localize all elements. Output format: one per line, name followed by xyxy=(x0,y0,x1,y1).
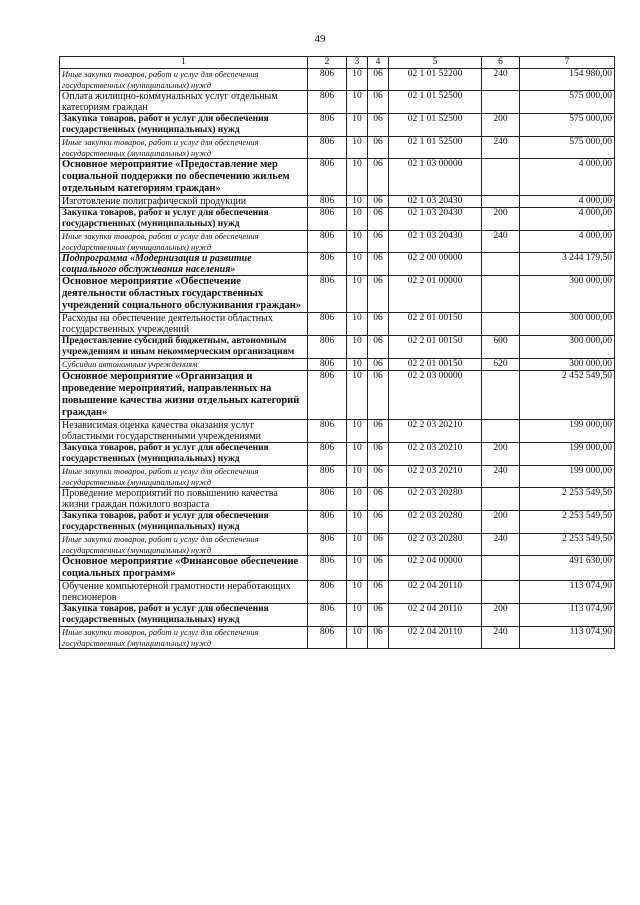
item-name-cell: Основное мероприятие «Финансовое обеспечение социальных программ» xyxy=(60,556,308,581)
expense-type-code-cell: 200 xyxy=(482,604,520,627)
ministry-code-cell: 806 xyxy=(308,604,347,627)
target-article-code-cell: 02 2 04 20110 xyxy=(389,604,482,627)
item-name-cell: Предоставление субсидий бюджетным, автономным учреждениям и иным некоммерческим организациям xyxy=(60,336,308,359)
amount-cell: 300 000,00 xyxy=(520,336,615,359)
target-article-code-cell: 02 2 03 20280 xyxy=(389,488,482,511)
section-code-cell: 10 xyxy=(347,359,368,371)
amount-cell: 575 000,00 xyxy=(520,114,615,137)
amount-cell: 575 000,00 xyxy=(520,91,615,114)
target-article-code-cell: 02 2 00 00000 xyxy=(389,253,482,276)
ministry-code-cell: 806 xyxy=(308,443,347,466)
item-name-cell: Иные закупки товаров, работ и услуг для обеспечения государственных (муниципальных) нужд xyxy=(60,69,308,91)
amount-cell: 575 000,00 xyxy=(520,137,615,159)
subsection-code-cell: 06 xyxy=(368,581,389,604)
expense-type-code-cell xyxy=(482,420,520,443)
expense-type-code-cell xyxy=(482,276,520,313)
column-header: 3 xyxy=(347,57,368,69)
section-code-cell: 10 xyxy=(347,69,368,91)
table-row xyxy=(60,556,615,581)
budget-table xyxy=(59,56,615,649)
amount-cell: 4 000,00 xyxy=(520,159,615,196)
column-number-row xyxy=(60,57,615,69)
item-name-cell: Основное мероприятие «Предоставление мер социальной поддержки по обеспечению жильем отдельным категориям граждан» xyxy=(60,159,308,196)
target-article-code-cell: 02 2 03 20280 xyxy=(389,534,482,556)
subsection-code-cell: 06 xyxy=(368,208,389,231)
expense-type-code-cell xyxy=(482,581,520,604)
ministry-code-cell: 806 xyxy=(308,488,347,511)
item-name-cell: Закупка товаров, работ и услуг для обеспечения государственных (муниципальных) нужд xyxy=(60,511,308,534)
item-name-cell: Обучение компьютерной грамотности неработающих пенсионеров xyxy=(60,581,308,604)
target-article-code-cell: 02 1 01 52500 xyxy=(389,114,482,137)
subsection-code-cell: 06 xyxy=(368,336,389,359)
item-name-cell: Иные закупки товаров, работ и услуг для обеспечения государственных (муниципальных) нужд xyxy=(60,534,308,556)
target-article-code-cell: 02 1 01 52500 xyxy=(389,91,482,114)
expense-type-code-cell xyxy=(482,253,520,276)
subsection-code-cell: 06 xyxy=(368,371,389,420)
section-code-cell: 10 xyxy=(347,91,368,114)
expense-type-code-cell: 240 xyxy=(482,137,520,159)
ministry-code-cell: 806 xyxy=(308,137,347,159)
column-header: 1 xyxy=(60,57,308,69)
table-row xyxy=(60,627,615,649)
amount-cell: 4 000,00 xyxy=(520,231,615,253)
expense-type-code-cell xyxy=(482,488,520,511)
expense-type-code-cell xyxy=(482,196,520,208)
expense-type-code-cell: 200 xyxy=(482,443,520,466)
target-article-code-cell: 02 2 03 20210 xyxy=(389,420,482,443)
item-name-cell: Проведение мероприятий по повышению качества жизни граждан пожилого возраста xyxy=(60,488,308,511)
target-article-code-cell: 02 2 01 00150 xyxy=(389,359,482,371)
target-article-code-cell: 02 1 03 20430 xyxy=(389,196,482,208)
table-row xyxy=(60,114,615,137)
amount-cell: 2 253 549,50 xyxy=(520,534,615,556)
amount-cell: 2 253 549,50 xyxy=(520,488,615,511)
expense-type-code-cell: 240 xyxy=(482,534,520,556)
table-row xyxy=(60,137,615,159)
expense-type-code-cell: 200 xyxy=(482,114,520,137)
table-row xyxy=(60,359,615,371)
section-code-cell: 10 xyxy=(347,231,368,253)
table-row xyxy=(60,208,615,231)
expense-type-code-cell: 240 xyxy=(482,231,520,253)
target-article-code-cell: 02 1 03 00000 xyxy=(389,159,482,196)
section-code-cell: 10 xyxy=(347,159,368,196)
expense-type-code-cell xyxy=(482,556,520,581)
target-article-code-cell: 02 2 04 20110 xyxy=(389,581,482,604)
subsection-code-cell: 06 xyxy=(368,466,389,488)
expense-type-code-cell: 240 xyxy=(482,627,520,649)
expense-type-code-cell xyxy=(482,159,520,196)
amount-cell: 154 980,00 xyxy=(520,69,615,91)
table-row xyxy=(60,443,615,466)
section-code-cell: 10 xyxy=(347,208,368,231)
item-name-cell: Закупка товаров, работ и услуг для обеспечения государственных (муниципальных) нужд xyxy=(60,443,308,466)
section-code-cell: 10 xyxy=(347,114,368,137)
expense-type-code-cell xyxy=(482,91,520,114)
item-name-cell: Независимая оценка качества оказания услуг областными государственными учреждениями xyxy=(60,420,308,443)
ministry-code-cell: 806 xyxy=(308,627,347,649)
subsection-code-cell: 06 xyxy=(368,137,389,159)
ministry-code-cell: 806 xyxy=(308,196,347,208)
table-row xyxy=(60,91,615,114)
section-code-cell: 10 xyxy=(347,276,368,313)
table-row xyxy=(60,420,615,443)
item-name-cell: Субсидии автономным учреждениям xyxy=(60,359,308,371)
subsection-code-cell: 06 xyxy=(368,69,389,91)
table-row xyxy=(60,196,615,208)
item-name-cell: Закупка товаров, работ и услуг для обеспечения государственных (муниципальных) нужд xyxy=(60,208,308,231)
column-header: 6 xyxy=(482,57,520,69)
ministry-code-cell: 806 xyxy=(308,511,347,534)
table-row xyxy=(60,276,615,313)
amount-cell: 491 630,00 xyxy=(520,556,615,581)
section-code-cell: 10 xyxy=(347,604,368,627)
table-row xyxy=(60,253,615,276)
ministry-code-cell: 806 xyxy=(308,69,347,91)
ministry-code-cell: 806 xyxy=(308,208,347,231)
table-body xyxy=(60,69,615,649)
ministry-code-cell: 806 xyxy=(308,276,347,313)
item-name-cell: Закупка товаров, работ и услуг для обеспечения государственных (муниципальных) нужд xyxy=(60,114,308,137)
subsection-code-cell: 06 xyxy=(368,488,389,511)
item-name-cell: Иные закупки товаров, работ и услуг для обеспечения государственных (муниципальных) нужд xyxy=(60,627,308,649)
expense-type-code-cell: 200 xyxy=(482,511,520,534)
item-name-cell: Расходы на обеспечение деятельности областных государственных учреждений xyxy=(60,313,308,336)
subsection-code-cell: 06 xyxy=(368,313,389,336)
column-header: 7 xyxy=(520,57,615,69)
ministry-code-cell: 806 xyxy=(308,159,347,196)
target-article-code-cell: 02 2 04 20110 xyxy=(389,627,482,649)
table-row xyxy=(60,466,615,488)
target-article-code-cell: 02 2 03 00000 xyxy=(389,371,482,420)
amount-cell: 2 452 549,50 xyxy=(520,371,615,420)
subsection-code-cell: 06 xyxy=(368,420,389,443)
amount-cell: 300 000,00 xyxy=(520,276,615,313)
amount-cell: 113 074,90 xyxy=(520,627,615,649)
ministry-code-cell: 806 xyxy=(308,114,347,137)
ministry-code-cell: 806 xyxy=(308,466,347,488)
column-header: 4 xyxy=(368,57,389,69)
amount-cell: 4 000,00 xyxy=(520,196,615,208)
target-article-code-cell: 02 2 03 20210 xyxy=(389,443,482,466)
ministry-code-cell: 806 xyxy=(308,91,347,114)
section-code-cell: 10 xyxy=(347,581,368,604)
amount-cell: 300 000,00 xyxy=(520,313,615,336)
expense-type-code-cell: 240 xyxy=(482,466,520,488)
table-row xyxy=(60,534,615,556)
column-header: 2 xyxy=(308,57,347,69)
section-code-cell: 10 xyxy=(347,196,368,208)
amount-cell: 4 000,00 xyxy=(520,208,615,231)
subsection-code-cell: 06 xyxy=(368,276,389,313)
section-code-cell: 10 xyxy=(347,556,368,581)
expense-type-code-cell xyxy=(482,371,520,420)
section-code-cell: 10 xyxy=(347,488,368,511)
subsection-code-cell: 06 xyxy=(368,443,389,466)
subsection-code-cell: 06 xyxy=(368,627,389,649)
amount-cell: 113 074,90 xyxy=(520,581,615,604)
item-name-cell: Подпрограмма «Модернизация и развитие социального обслуживания населения» xyxy=(60,253,308,276)
expense-type-code-cell: 600 xyxy=(482,336,520,359)
amount-cell: 2 253 549,50 xyxy=(520,511,615,534)
expense-type-code-cell xyxy=(482,313,520,336)
amount-cell: 300 000,00 xyxy=(520,359,615,371)
subsection-code-cell: 06 xyxy=(368,196,389,208)
table-row xyxy=(60,69,615,91)
target-article-code-cell: 02 2 01 00150 xyxy=(389,336,482,359)
amount-cell: 3 244 179,50 xyxy=(520,253,615,276)
ministry-code-cell: 806 xyxy=(308,581,347,604)
target-article-code-cell: 02 1 01 52500 xyxy=(389,137,482,159)
subsection-code-cell: 06 xyxy=(368,359,389,371)
section-code-cell: 10 xyxy=(347,466,368,488)
section-code-cell: 10 xyxy=(347,313,368,336)
page-number: 49 xyxy=(314,33,326,45)
ministry-code-cell: 806 xyxy=(308,313,347,336)
amount-cell: 199 000,00 xyxy=(520,443,615,466)
expense-type-code-cell: 620 xyxy=(482,359,520,371)
subsection-code-cell: 06 xyxy=(368,253,389,276)
subsection-code-cell: 06 xyxy=(368,231,389,253)
table-row xyxy=(60,159,615,196)
ministry-code-cell: 806 xyxy=(308,253,347,276)
amount-cell: 199 000,00 xyxy=(520,420,615,443)
table-row xyxy=(60,581,615,604)
table-row xyxy=(60,231,615,253)
ministry-code-cell: 806 xyxy=(308,231,347,253)
expense-type-code-cell: 200 xyxy=(482,208,520,231)
target-article-code-cell: 02 2 01 00150 xyxy=(389,313,482,336)
table-row xyxy=(60,488,615,511)
ministry-code-cell: 806 xyxy=(308,371,347,420)
target-article-code-cell: 02 1 01 52200 xyxy=(389,69,482,91)
section-code-cell: 10 xyxy=(347,443,368,466)
amount-cell: 113 074,90 xyxy=(520,604,615,627)
subsection-code-cell: 06 xyxy=(368,159,389,196)
section-code-cell: 10 xyxy=(347,137,368,159)
section-code-cell: 10 xyxy=(347,420,368,443)
target-article-code-cell: 02 2 03 20210 xyxy=(389,466,482,488)
item-name-cell: Закупка товаров, работ и услуг для обеспечения государственных (муниципальных) нужд xyxy=(60,604,308,627)
section-code-cell: 10 xyxy=(347,511,368,534)
amount-cell: 199 000,00 xyxy=(520,466,615,488)
section-code-cell: 10 xyxy=(347,371,368,420)
column-header: 5 xyxy=(389,57,482,69)
ministry-code-cell: 806 xyxy=(308,556,347,581)
table-row xyxy=(60,511,615,534)
item-name-cell: Основное мероприятие «Организация и проведение мероприятий, направленных на повышение качества жизни отдельных категорий граждан» xyxy=(60,371,308,420)
expense-type-code-cell: 240 xyxy=(482,69,520,91)
item-name-cell: Изготовление полиграфической продукции xyxy=(60,196,308,208)
section-code-cell: 10 xyxy=(347,534,368,556)
target-article-code-cell: 02 2 03 20280 xyxy=(389,511,482,534)
item-name-cell: Основное мероприятие «Обеспечение деятельности областных государственных учреждений социального обслуживания граждан» xyxy=(60,276,308,313)
section-code-cell: 10 xyxy=(347,336,368,359)
item-name-cell: Оплата жилищно-коммунальных услуг отдельным категориям граждан xyxy=(60,91,308,114)
subsection-code-cell: 06 xyxy=(368,91,389,114)
target-article-code-cell: 02 1 03 20430 xyxy=(389,231,482,253)
target-article-code-cell: 02 2 04 00000 xyxy=(389,556,482,581)
section-code-cell: 10 xyxy=(347,253,368,276)
subsection-code-cell: 06 xyxy=(368,604,389,627)
item-name-cell: Иные закупки товаров, работ и услуг для обеспечения государственных (муниципальных) нужд xyxy=(60,466,308,488)
subsection-code-cell: 06 xyxy=(368,114,389,137)
section-code-cell: 10 xyxy=(347,627,368,649)
subsection-code-cell: 06 xyxy=(368,511,389,534)
table-row xyxy=(60,313,615,336)
ministry-code-cell: 806 xyxy=(308,534,347,556)
ministry-code-cell: 806 xyxy=(308,359,347,371)
table-row xyxy=(60,336,615,359)
table-row xyxy=(60,604,615,627)
ministry-code-cell: 806 xyxy=(308,336,347,359)
item-name-cell: Иные закупки товаров, работ и услуг для обеспечения государственных (муниципальных) нужд xyxy=(60,137,308,159)
target-article-code-cell: 02 1 03 20430 xyxy=(389,208,482,231)
item-name-cell: Иные закупки товаров, работ и услуг для обеспечения государственных (муниципальных) нужд xyxy=(60,231,308,253)
subsection-code-cell: 06 xyxy=(368,556,389,581)
table-row xyxy=(60,371,615,420)
subsection-code-cell: 06 xyxy=(368,534,389,556)
target-article-code-cell: 02 2 01 00000 xyxy=(389,276,482,313)
ministry-code-cell: 806 xyxy=(308,420,347,443)
